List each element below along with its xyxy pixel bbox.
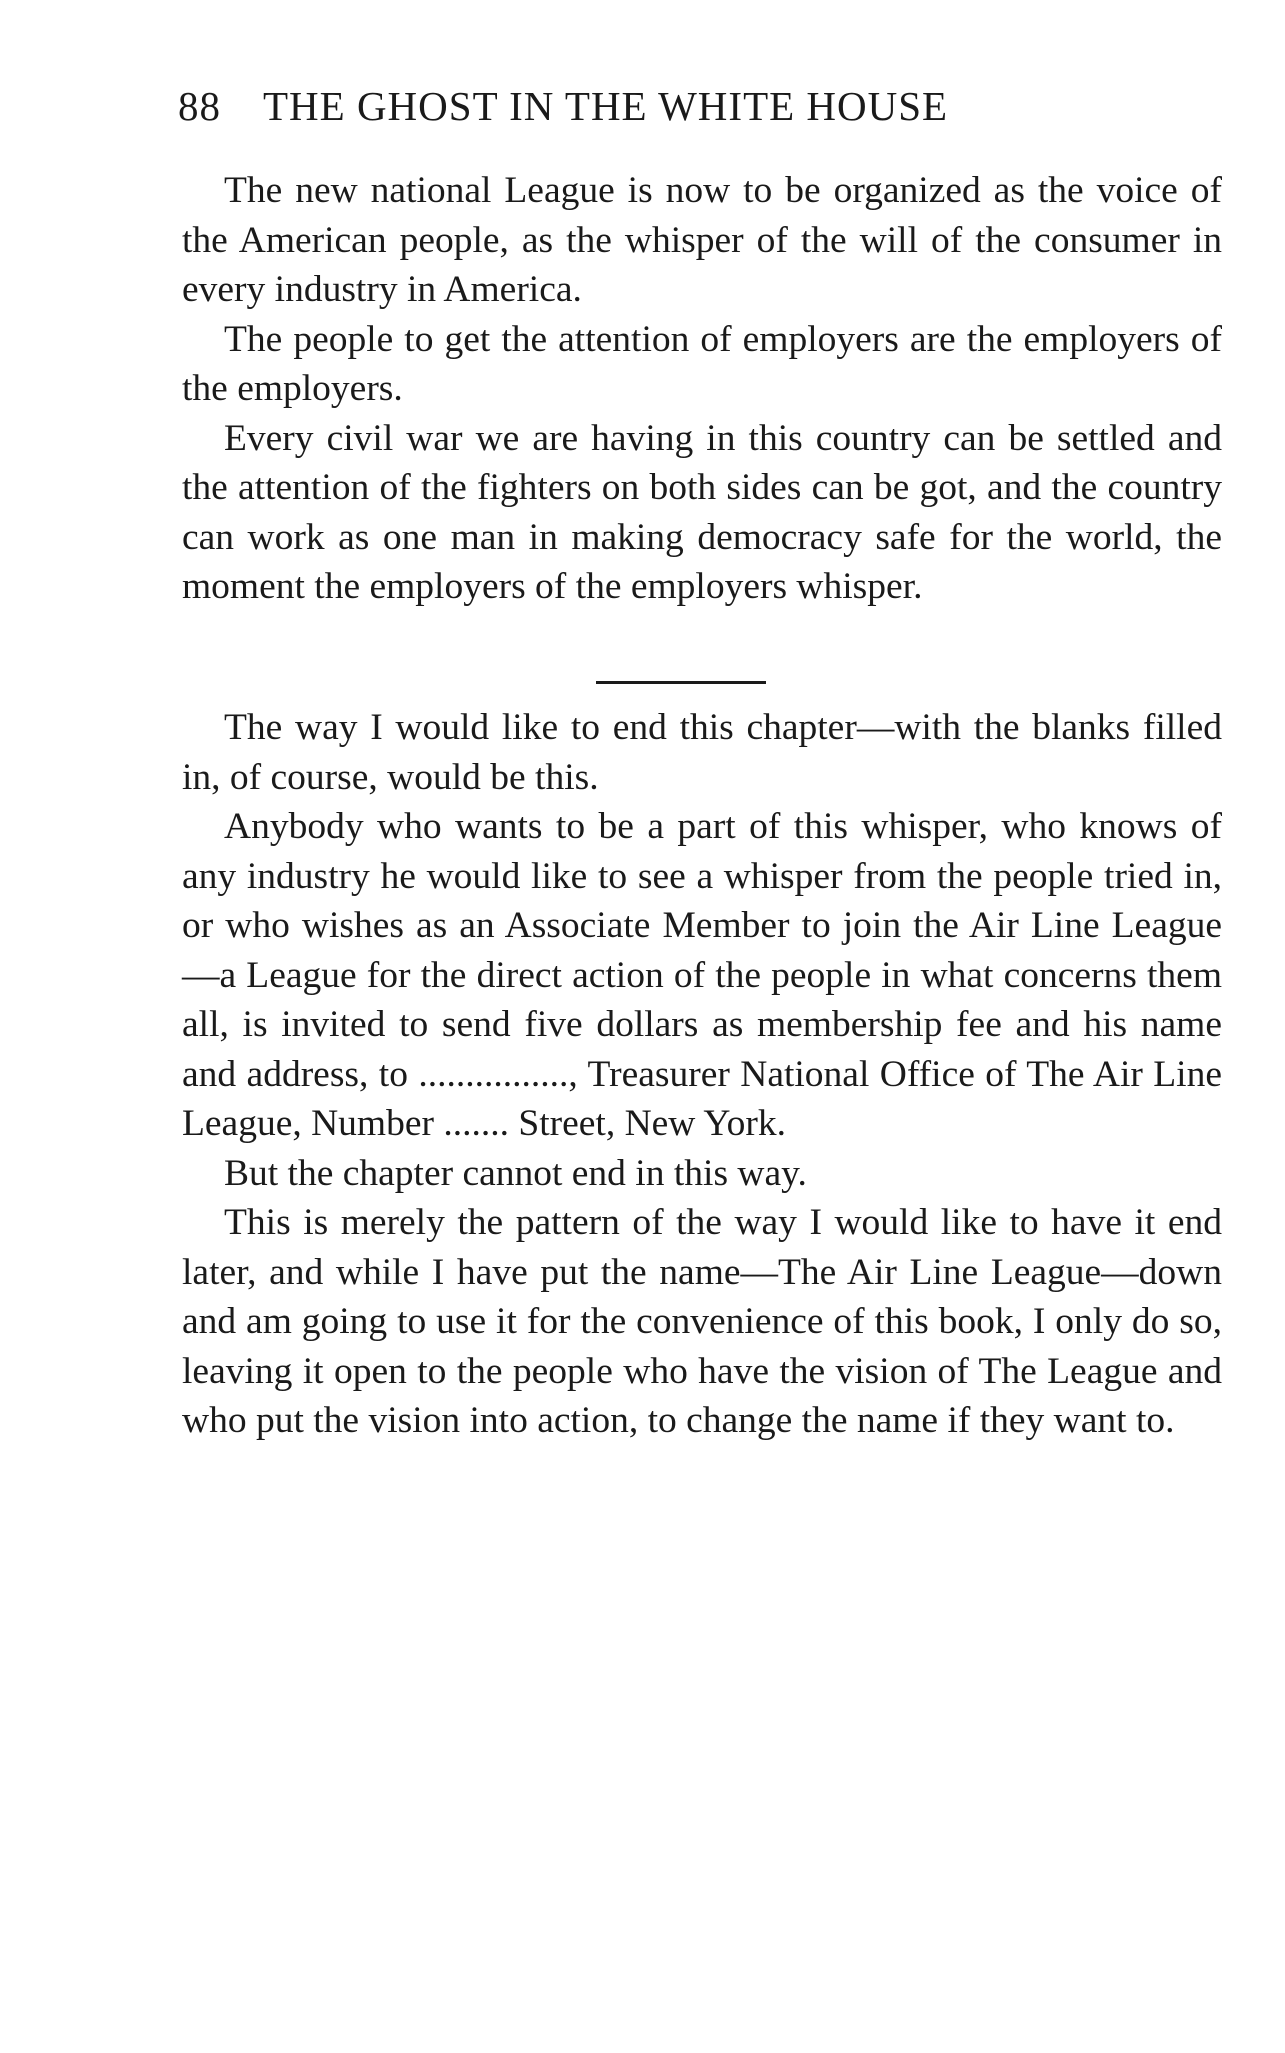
paragraph: The way I would like to end this chapter—with the blanks filled in, of course, would be this. bbox=[182, 707, 1222, 798]
body-text-section-1 bbox=[182, 166, 1222, 612]
paragraph: But the chapter cannot end in this way. bbox=[224, 1152, 807, 1194]
paragraph: The new national League is now to be organized as the voice of the American people, as the whisper of the will of the consumer in every industry in America. bbox=[182, 170, 1222, 310]
section-divider bbox=[596, 681, 766, 684]
running-title: THE GHOST IN THE WHITE HOUSE bbox=[263, 83, 949, 129]
page-number: 88 bbox=[178, 83, 221, 129]
body-text-section-2 bbox=[182, 703, 1222, 1446]
running-header bbox=[178, 82, 1223, 130]
paragraph: The people to get the attention of employers are the employers of the employers. bbox=[182, 318, 1222, 409]
paragraph: Anybody who wants to be a part of this whisper, who knows of any industry he would like to see a whisper from the people tried in, or who wishes as an Associate Member to join the Air Line League—a League for the direct action of the people in what concerns them all, is invited to send five dollars as membership fee and his name and address, to ................, Treasurer National Office of The Air Line League, Number ....... Street, New York. bbox=[182, 806, 1222, 1144]
paragraph: This is merely the pattern of the way I would like to have it end later, and while I have put the name—The Air Line League—down and am going to use it for the convenience of this book, I only do so, leaving it open to the people who have the vision of The League and who put the vision into action, to change the name if they want to. bbox=[182, 1202, 1222, 1441]
paragraph: Every civil war we are having in this country can be settled and the attention of the fighters on both sides can be got, and the country can work as one man in making democracy safe for the world, the moment the employers of the employers whisper. bbox=[182, 417, 1222, 607]
